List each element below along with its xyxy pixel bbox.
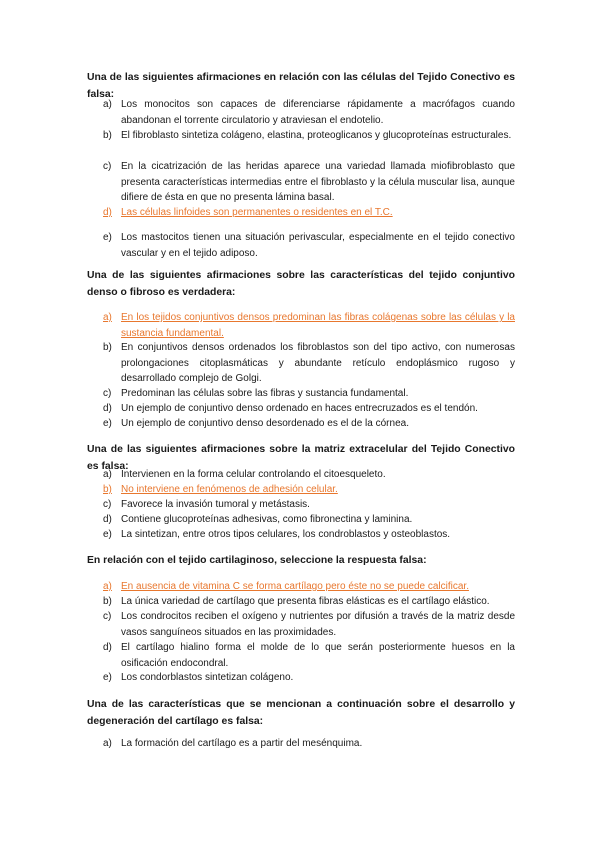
question-1-option-d-answer <box>103 205 515 221</box>
question-4-option-e <box>103 670 515 686</box>
question-1-option-a <box>103 97 515 128</box>
option-text: La sintetizan, entre otros tipos celulares, los condroblastos y osteoblastos. <box>121 529 451 540</box>
question-1-option-c <box>103 159 515 206</box>
option-text: Los condrocitos reciben el oxígeno y nutrientes por difusión a través de la matriz desde vasos sanguíneos situados en las proximidades. <box>121 611 515 638</box>
option-letter: d) <box>103 207 112 218</box>
option-letter: b) <box>103 130 112 141</box>
option-letter: c) <box>103 388 112 399</box>
option-letter: d) <box>103 514 112 525</box>
option-text: El cartílago hialino forma el molde de lo que serán posteriormente huesos en la osificación endocondral. <box>121 642 515 669</box>
question-5-option-a <box>103 736 515 752</box>
option-letter: e) <box>103 529 112 540</box>
question-3-option-e <box>103 527 515 543</box>
option-text: En ausencia de vitamina C se forma cartílago pero éste no se puede calcificar. <box>121 581 469 592</box>
option-text: En conjuntivos densos ordenados los fibroblastos son del tipo activo, con numerosas prolongaciones citoplasmáticas y abundante retículo endoplásmico rugoso y desarrollado complejo de Golgi. <box>121 342 515 384</box>
question-4-option-c <box>103 609 515 640</box>
question-2-option-e <box>103 416 515 432</box>
option-letter: a) <box>103 581 112 592</box>
option-text: La formación del cartílago es a partir del mesénquima. <box>121 738 363 749</box>
option-letter: d) <box>103 642 112 653</box>
option-text: Un ejemplo de conjuntivo denso desordenado es el de la córnea. <box>121 418 409 429</box>
option-letter: a) <box>103 469 112 480</box>
option-text: En los tejidos conjuntivos densos predominan las fibras colágenas sobre las células y la sustancia fundamental. <box>121 312 515 339</box>
question-2: Una de las siguientes afirmaciones sobre las características del tejido conjuntivo denso o fibroso es verdadera: <box>87 270 515 298</box>
option-letter: a) <box>103 99 112 110</box>
option-text: Los mastocitos tienen una situación perivascular, especialmente en el tejido conectivo vascular y en el tejido adiposo. <box>121 232 515 259</box>
option-text: Intervienen en la forma celular controlando el citoesqueleto. <box>121 469 386 480</box>
option-text: Las células linfoides son permanentes o residentes en el T.C. <box>121 207 393 218</box>
option-letter: b) <box>103 596 112 607</box>
question-2-option-b <box>103 340 515 387</box>
question-3-option-c <box>103 497 515 513</box>
question-4-option-a-answer <box>103 579 515 595</box>
question-4-option-b <box>103 594 515 610</box>
option-letter: b) <box>103 484 112 495</box>
question-5: Una de las características que se mencionan a continuación sobre el desarrollo y degeneración del cartílago es falsa: <box>87 699 515 727</box>
option-text: En la cicatrización de las heridas aparece una variedad llamada miofibroblasto que presenta características intermedias entre el fibroblasto y la célula muscular lisa, aunque difiere de ésta en que no presenta lámina basal. <box>121 161 515 203</box>
option-text: No interviene en fenómenos de adhesión celular. <box>121 484 338 495</box>
question-2-option-a-answer <box>103 310 515 341</box>
question-1-option-b <box>103 128 515 144</box>
option-letter: a) <box>103 312 112 323</box>
question-4-option-d <box>103 640 515 671</box>
option-letter: a) <box>103 738 112 749</box>
option-text: Un ejemplo de conjuntivo denso ordenado en haces entrecruzados es el tendón. <box>121 403 478 414</box>
option-letter: c) <box>103 161 112 172</box>
question-3-option-b-answer <box>103 482 515 498</box>
option-text: Contiene glucoproteínas adhesivas, como fibronectina y laminina. <box>121 514 413 525</box>
question-3-option-a <box>103 467 515 483</box>
option-letter: e) <box>103 232 112 243</box>
option-text: Favorece la invasión tumoral y metástasis. <box>121 499 310 510</box>
option-text: La única variedad de cartílago que presenta fibras elásticas es el cartílago elástico. <box>121 596 490 607</box>
option-text: Predominan las células sobre las fibras y sustancia fundamental. <box>121 388 409 399</box>
question-1-option-e <box>103 230 515 261</box>
question-3-option-d <box>103 512 515 528</box>
option-letter: d) <box>103 403 112 414</box>
option-letter: b) <box>103 342 112 353</box>
question-4: En relación con el tejido cartilaginoso, seleccione la respuesta falsa: <box>87 555 427 566</box>
question-2-option-c <box>103 386 515 402</box>
question-2-option-d <box>103 401 515 417</box>
option-letter: e) <box>103 418 112 429</box>
option-letter: c) <box>103 611 112 622</box>
option-text: Los condorblastos sintetizan colágeno. <box>121 672 294 683</box>
question-1: Una de las siguientes afirmaciones en relación con las células del Tejido Conectivo es falsa: <box>87 72 515 100</box>
option-text: Los monocitos son capaces de diferenciarse rápidamente a macrófagos cuando abandonan el torrente circulatorio y atraviesan el endotelio. <box>121 99 515 126</box>
option-letter: e) <box>103 672 112 683</box>
option-letter: c) <box>103 499 112 510</box>
option-text: El fibroblasto sintetiza colágeno, elastina, proteoglicanos y glucoproteínas estructurales. <box>121 130 512 141</box>
question-3: Una de las siguientes afirmaciones sobre la matriz extracelular del Tejido Conectivo es falsa: <box>87 444 515 472</box>
